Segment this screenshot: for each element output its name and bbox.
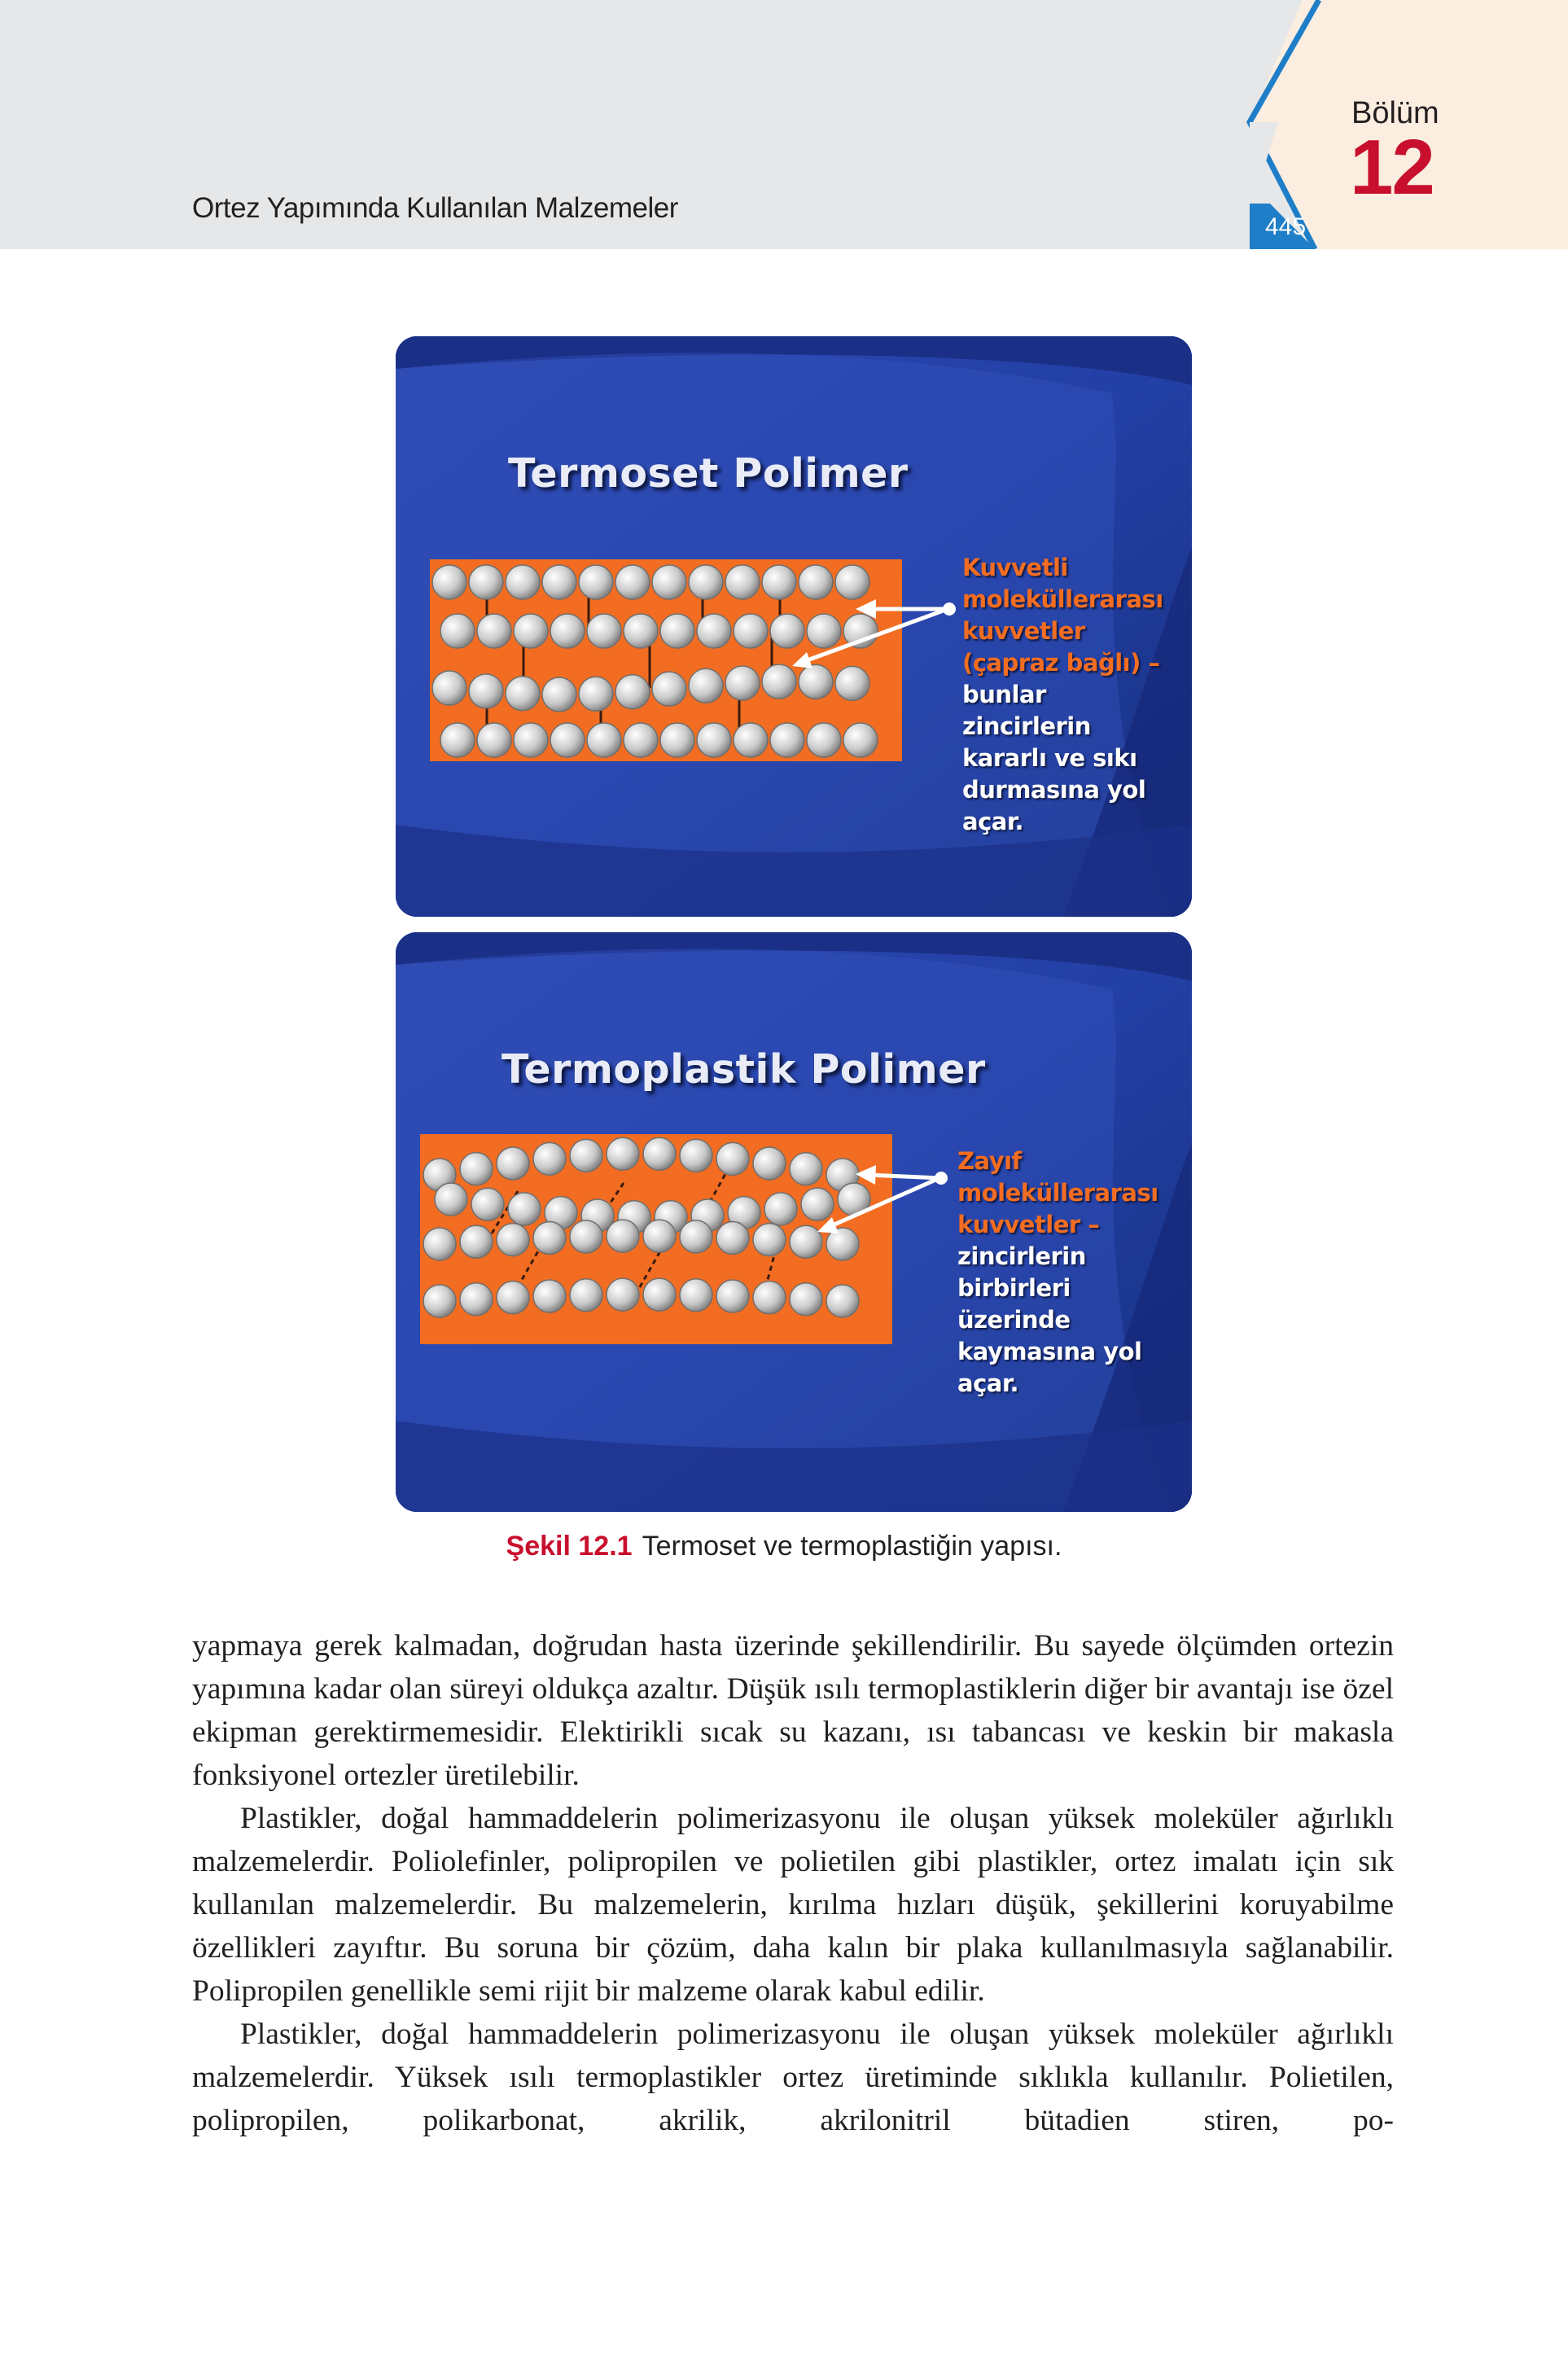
figure-caption-label: Şekil 12.1 <box>506 1531 633 1562</box>
slide-callout: Kuvvetli moleküllerarası kuvvetler (çapraz bağlı) – bunlar zincirlerin kararlı ve sıkı durmasına yol açar. <box>962 554 1163 835</box>
body-text <box>192 1624 1394 2142</box>
figure-caption-text: Termoset ve termoplastiğin yapısı. <box>642 1531 1062 1562</box>
figure-slide-termoplastik <box>396 932 1192 1512</box>
slide-title: Termoset Polimer <box>508 450 909 497</box>
page-number: 445 <box>1265 213 1307 240</box>
chapter-label: Bölüm <box>1351 96 1439 130</box>
paragraph: Plastikler, doğal hammaddelerin polimerizasyonu ile oluşan yüksek moleküler ağırlıklı malzemelerdir. Yüksek ısılı termoplastikler ortez üretiminde sıklıkla kullanılır. Polietilen, polipropilen, polikarbonat, akrilik, akrilonitril bütadien stiren, po- <box>192 2018 1394 2137</box>
figure-slide-termoset <box>396 336 1192 917</box>
running-title: Ortez Yapımında Kullanılan Malzemeler <box>192 192 678 224</box>
paragraph: Plastikler, doğal hammaddelerin polimerizasyonu ile oluşan yüksek moleküler ağırlıklı malzemelerdir. Poliolefinler, polipropilen ve polietilen gibi plastikler, ortez imalatı için sık kullanılan malzemelerdir. Bu malzemelerin, kırılma hızları düşük, şekillerini koruyabilme özellikleri zayıftır. Bu soruna bir çözüm, daha kalın bir plaka kullanılmasıyla sağlanabilir. Polipropilen genellikle semi rijit bir malzeme olarak kabul edilir. <box>192 1802 1394 2008</box>
slide-callout: Zayıf moleküllerarası kuvvetler – zincirlerin birbirleri üzerinde kaymasına yol açar. <box>957 1147 1158 1397</box>
paragraph: yapmaya gerek kalmadan, doğrudan hasta üzerinde şekillendirilir. Bu sayede ölçümden ortezin yapımına kadar olan süreyi oldukça azaltır. Düşük ısılı termoplastiklerin diğer bir avantajı ise özel ekipman gerektirmemesidir. Elektirikli sıcak su kazanı, ısı tabancası ve keskin bir makasla fonksiyonel ortezler üretilebilir. <box>192 1629 1394 1792</box>
chapter-number: 12 <box>1350 124 1434 211</box>
figure-caption <box>0 1531 1568 1562</box>
slide-title: Termoplastik Polimer <box>501 1046 986 1093</box>
